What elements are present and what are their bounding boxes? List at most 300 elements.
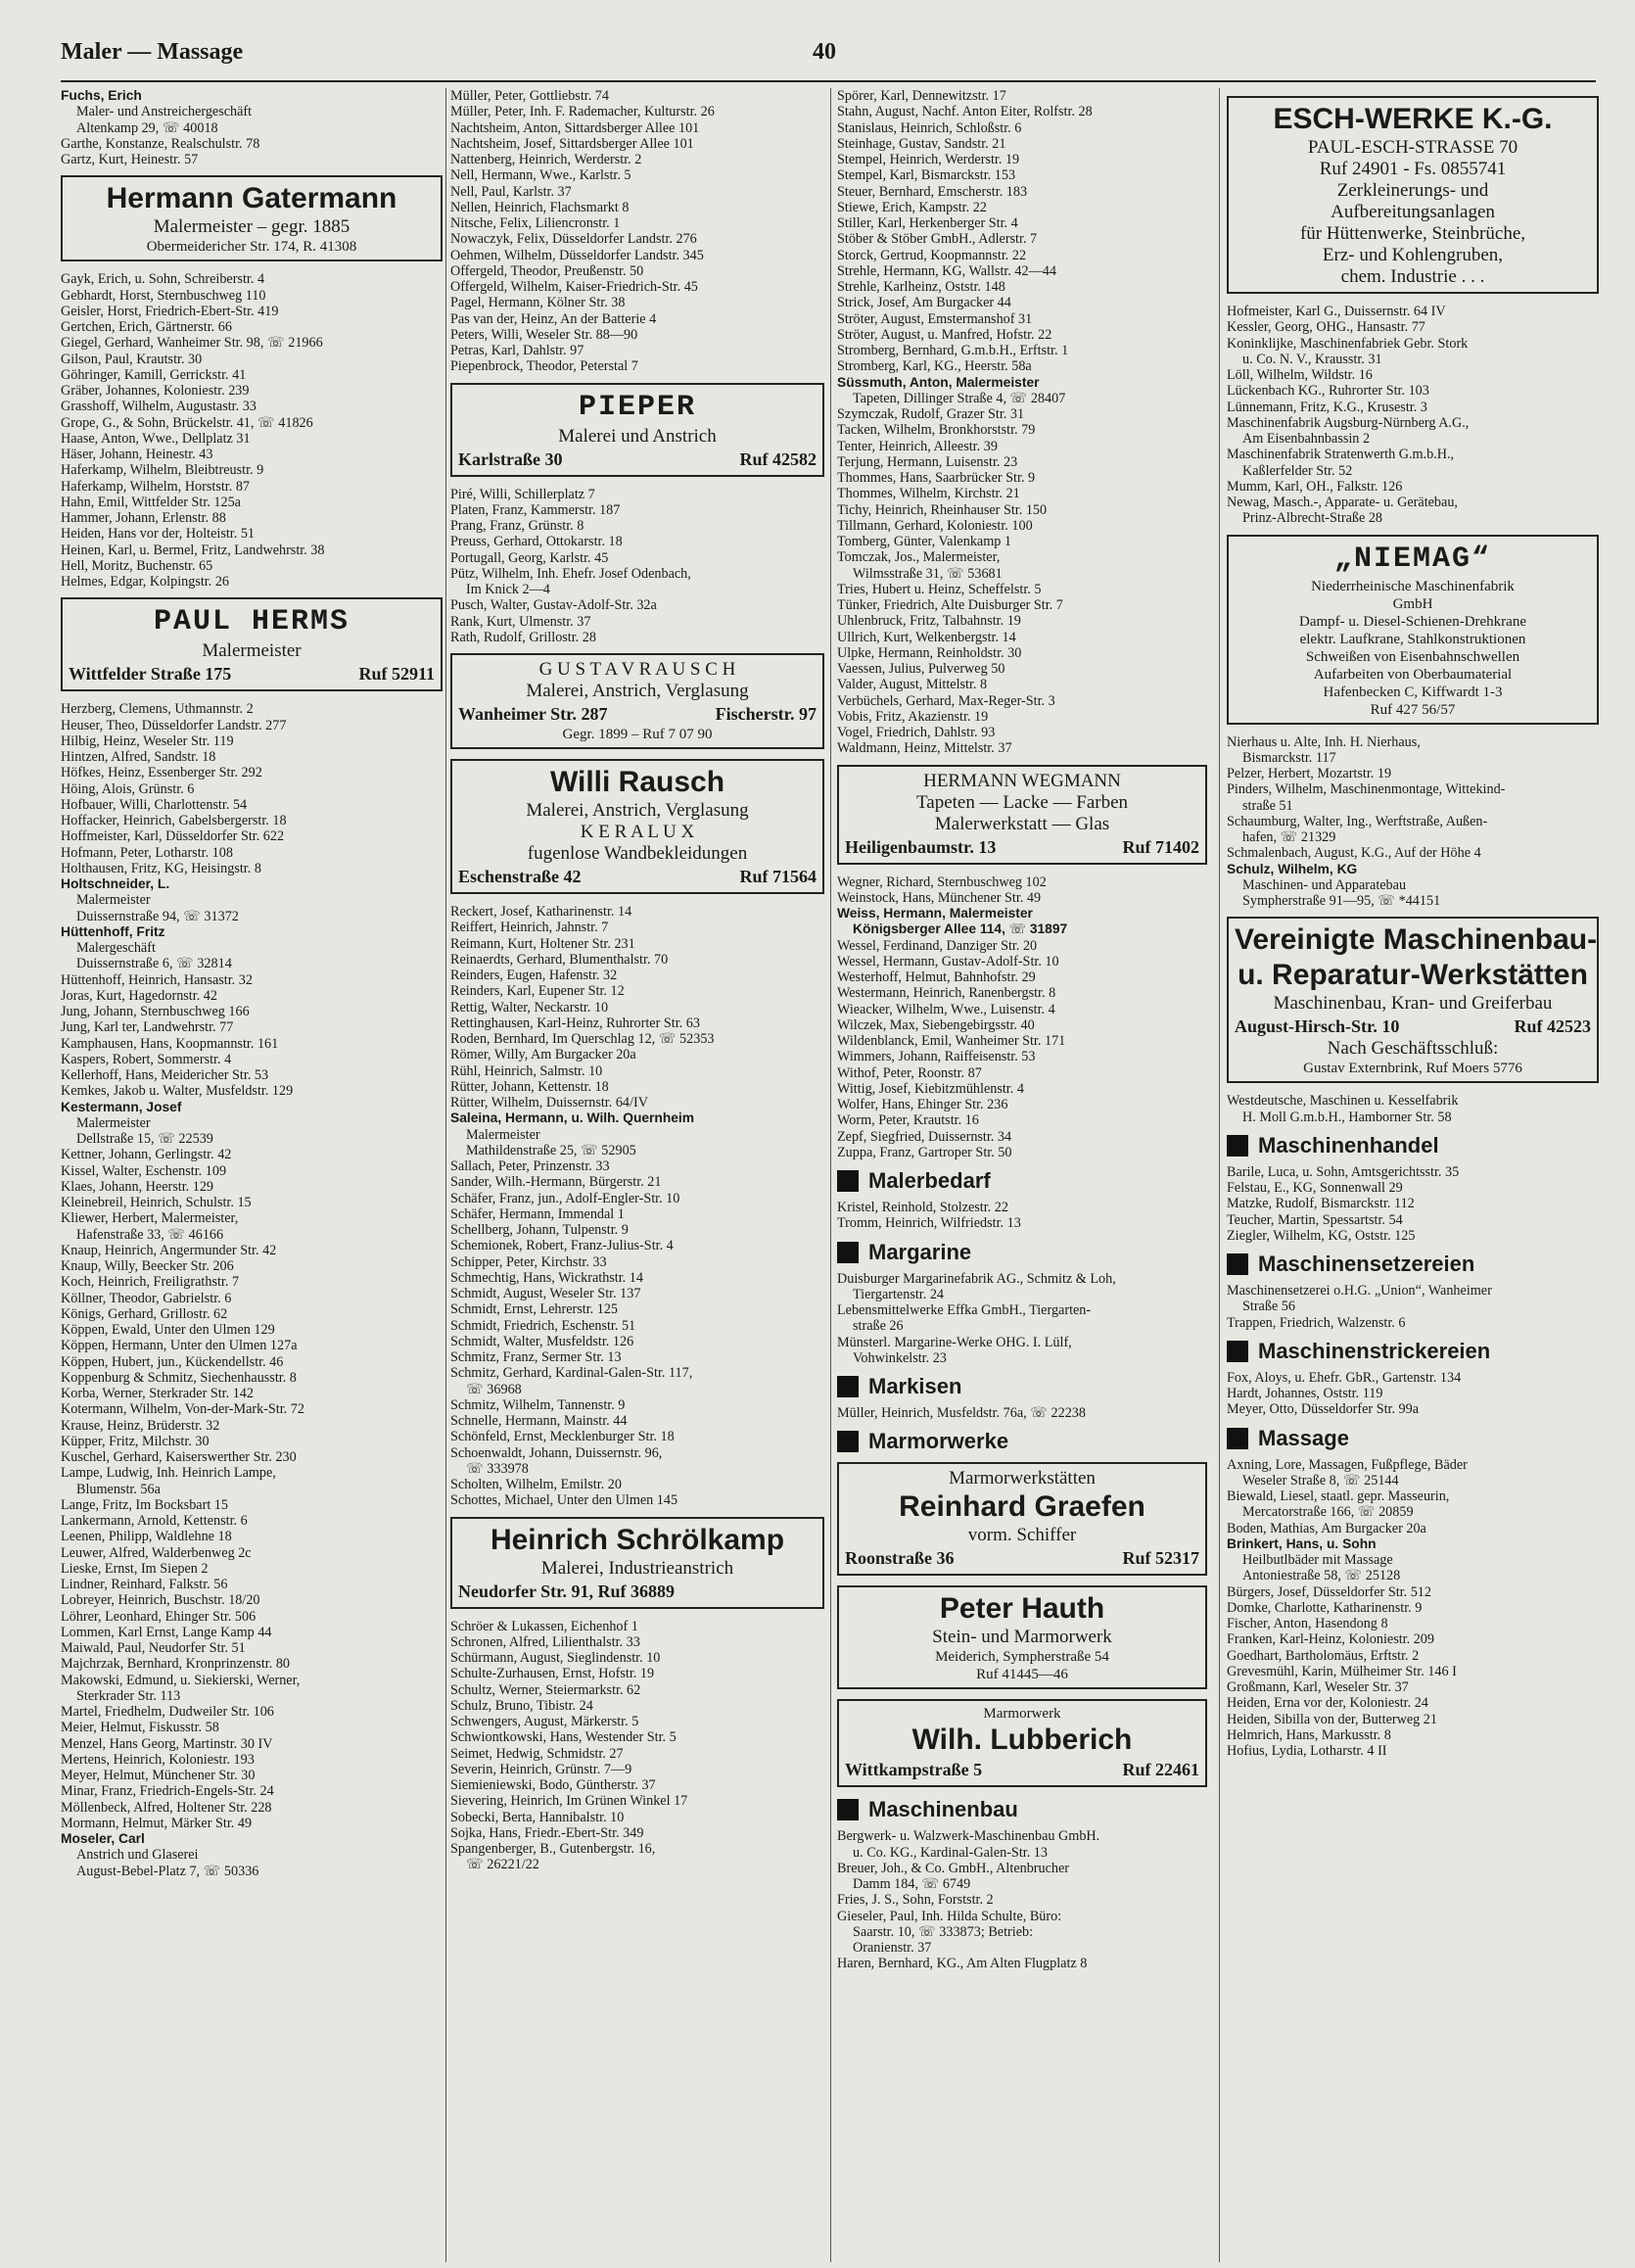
column-2 xyxy=(450,88,824,2262)
listing-line: Thommes, Wilhelm, Kirchstr. 21 xyxy=(837,486,1020,502)
ad-line: Malermeister xyxy=(202,640,302,662)
ad-line: Malerei, Anstrich, Verglasung xyxy=(526,800,749,821)
listing-line: H. Moll G.m.b.H., Hamborner Str. 58 xyxy=(1242,1109,1452,1125)
listing-line: Kettner, Johann, Gerlingstr. 42 xyxy=(61,1147,232,1163)
listing-line: Schönfeld, Ernst, Mecklenburger Str. 18 xyxy=(450,1429,675,1445)
listing-line: Köppen, Hubert, jun., Kückendellstr. 46 xyxy=(61,1353,284,1370)
listing-line: Leenen, Philipp, Waldlehne 18 xyxy=(61,1529,232,1545)
listing-line: Haferkamp, Wilhelm, Bleibtreustr. 9 xyxy=(61,462,264,479)
listing-line: Siemieniewski, Bodo, Güntherstr. 37 xyxy=(450,1777,656,1793)
listing-line: Heilbutlbäder mit Massage xyxy=(1242,1552,1393,1568)
listing-line: Helmrich, Hans, Markusstr. 8 xyxy=(1227,1726,1391,1743)
listing-line: Severin, Heinrich, Grünstr. 7—9 xyxy=(450,1761,632,1777)
listing-line: Jung, Johann, Sternbuschweg 166 xyxy=(61,1004,250,1019)
ad-line: Maschinenbau, Kran- und Greiferbau xyxy=(1273,993,1553,1015)
listing-line: Roden, Bernhard, Im Querschlag 12, ☏ 52353 xyxy=(450,1031,715,1047)
listing-line: Tomberg, Günter, Valenkamp 1 xyxy=(837,534,1011,549)
listing-line: Lange, Fritz, Im Bocksbart 15 xyxy=(61,1496,228,1513)
listing-line: Wessel, Hermann, Gustav-Adolf-Str. 10 xyxy=(837,953,1059,969)
listing-line: Gieseler, Paul, Inh. Hilda Schulte, Büro: xyxy=(837,1908,1062,1924)
listing-line: Heinen, Karl, u. Bermel, Fritz, Landwehrstr. 38 xyxy=(61,542,325,558)
ad-address: August-Hirsch-Str. 10 xyxy=(1235,1016,1400,1037)
listing-line: Terjung, Hermann, Luisenstr. 23 xyxy=(837,453,1018,470)
listing-line: Stromberg, Bernhard, G.m.b.H., Erftstr. 1 xyxy=(837,343,1069,358)
ad-line: Malermeister – gegr. 1885 xyxy=(153,216,350,238)
square-bullet-icon xyxy=(837,1376,859,1397)
listing-line: Vogel, Friedrich, Dahlstr. 93 xyxy=(837,725,996,740)
ad-line: Tapeten — Lacke — Farben xyxy=(915,791,1129,813)
ad-line: Niederrheinische Maschinenfabrik xyxy=(1311,578,1515,594)
listing-line: Nell, Hermann, Wwe., Karlstr. 5 xyxy=(450,167,631,184)
ad-line: PAUL HERMS xyxy=(153,605,350,639)
listing-line: Peters, Willi, Weseler Str. 88—90 xyxy=(450,326,638,343)
listing-line: Gräber, Johannes, Koloniestr. 239 xyxy=(61,383,250,399)
listing-line: Tapeten, Dillinger Straße 4, ☏ 28407 xyxy=(853,390,1066,406)
listing-line: Schmidt, August, Weseler Str. 137 xyxy=(450,1286,641,1301)
listing-line: Pinders, Wilhelm, Maschinenmontage, Wittekind- xyxy=(1227,781,1506,798)
ad-line: Obermeidericher Str. 174, R. 41308 xyxy=(146,239,357,256)
listing-line: Steinhage, Gustav, Sandstr. 21 xyxy=(837,135,1006,152)
listing-line: Tacken, Wilhelm, Bronkhorststr. 79 xyxy=(837,422,1036,439)
advertisement-box-niemag xyxy=(1227,535,1599,725)
ad-address-row xyxy=(458,1580,817,1603)
listing-line: Haren, Bernhard, KG., Am Alten Flugplatz 8 xyxy=(837,1956,1088,1972)
ad-phone: Ruf 22461 xyxy=(1122,1760,1199,1780)
ad-line: Malerei und Anstrich xyxy=(558,425,717,447)
listing-line: Lückenbach KG., Ruhrorter Str. 103 xyxy=(1227,383,1429,400)
listing-line: Vohwinkelstr. 23 xyxy=(853,1349,947,1366)
ad-line: Heinrich Schrölkamp xyxy=(490,1523,785,1556)
listing-line: Tichy, Heinrich, Rheinhauser Str. 150 xyxy=(837,501,1048,518)
listing-line: Blumenstr. 56a xyxy=(76,1481,161,1497)
listing-line: Ullrich, Kurt, Welkenbergstr. 14 xyxy=(837,629,1016,645)
listing-line: Weseler Straße 8, ☏ 25144 xyxy=(1242,1472,1399,1488)
listing-line: Ulpke, Hermann, Reinholdstr. 30 xyxy=(837,644,1022,661)
listing-line: Koppenburg & Schmitz, Siechenhausstr. 8 xyxy=(61,1369,297,1386)
listing-line: Schnelle, Hermann, Mainstr. 44 xyxy=(450,1413,628,1429)
advertisement-box-rausch_w xyxy=(450,759,824,894)
ad-line: G U S T A V R A U S C H xyxy=(538,659,736,680)
listing-line: Schulte-Zurhausen, Ernst, Hofstr. 19 xyxy=(450,1666,655,1682)
listing-line: Seimet, Hedwig, Schmidstr. 27 xyxy=(450,1745,624,1762)
listing-name: Königsberger Allee 114, ☏ 31897 xyxy=(853,921,1068,937)
listing-name: Weiss, Hermann, Malermeister xyxy=(837,906,1033,921)
listing-line: Domke, Charlotte, Katharinenstr. 9 xyxy=(1227,1599,1423,1616)
listing-line: Schmechtig, Hans, Wickrathstr. 14 xyxy=(450,1269,643,1286)
listing-line: Göhringer, Kamill, Gerrickstr. 41 xyxy=(61,366,247,383)
listing-line: Gebhardt, Horst, Sternbuschweg 110 xyxy=(61,287,266,304)
listing-line: Reiffert, Heinrich, Jahnstr. 7 xyxy=(450,920,609,936)
listing-line: Vobis, Fritz, Akazienstr. 19 xyxy=(837,708,989,725)
listing-line: Wolfer, Hans, Ehinger Str. 236 xyxy=(837,1097,1008,1112)
listing-line: Reimann, Kurt, Holtener Str. 231 xyxy=(450,935,635,952)
listing-line: Stöber & Stöber GmbH., Adlerstr. 7 xyxy=(837,231,1038,248)
listing-line: Maschinensetzerei o.H.G. „Union“, Wanheimer xyxy=(1227,1283,1492,1299)
listing-line: Knaup, Heinrich, Angermunder Str. 42 xyxy=(61,1242,277,1258)
listing-line: Waldmann, Heinz, Mittelstr. 37 xyxy=(837,740,1012,757)
ad-line: Aufbereitungsanlagen xyxy=(1331,202,1495,222)
listing-line: Lankermann, Arnold, Kettenstr. 6 xyxy=(61,1513,248,1529)
listing-name: Saleina, Hermann, u. Wilh. Quernheim xyxy=(450,1110,695,1126)
listing-line: Preuss, Gerhard, Ottokarstr. 18 xyxy=(450,534,623,550)
column-4 xyxy=(1227,88,1599,2262)
listing-line: August-Bebel-Platz 7, ☏ 50336 xyxy=(76,1863,259,1879)
listing-line: ☏ 36968 xyxy=(466,1381,522,1397)
listing-line: Köppen, Hermann, Unter den Ulmen 127a xyxy=(61,1338,298,1354)
listing-line: straße 26 xyxy=(853,1318,904,1335)
listing-line: Heiden, Hans vor der, Holteistr. 51 xyxy=(61,526,256,543)
listing-line: Maiwald, Paul, Neudorfer Str. 51 xyxy=(61,1640,246,1656)
listing-line: Westerhoff, Helmut, Bahnhofstr. 29 xyxy=(837,969,1036,985)
listing-line: Leuwer, Alfred, Walderbenweg 2c xyxy=(61,1544,252,1561)
ad-line: Peter Hauth xyxy=(939,1592,1105,1626)
listing-line: Hahn, Emil, Wittfelder Str. 125a xyxy=(61,494,241,510)
category-heading xyxy=(837,1374,1207,1399)
category-heading xyxy=(837,1797,1207,1822)
listing-line: Zepf, Siegfried, Duissernstr. 34 xyxy=(837,1128,1012,1145)
listing-line: Wilmsstraße 31, ☏ 53681 xyxy=(853,565,1003,582)
listing-line: Antoniestraße 58, ☏ 25128 xyxy=(1242,1568,1401,1584)
listing-line: Nachtsheim, Josef, Sittardsberger Allee 101 xyxy=(450,135,694,152)
listing-line: Uhlenbruck, Fritz, Talbahnstr. 19 xyxy=(837,613,1021,630)
ad-line: Stein- und Marmorwerk xyxy=(932,1627,1112,1648)
listing-line: Schmitz, Gerhard, Kardinal-Galen-Str. 117, xyxy=(450,1365,693,1382)
listing-line: Kamphausen, Hans, Koopmannstr. 161 xyxy=(61,1035,279,1052)
listing-line: Piré, Willi, Schillerplatz 7 xyxy=(450,486,595,502)
listing-line: Rütter, Wilhelm, Duissernstr. 64/IV xyxy=(450,1095,648,1110)
listing-line: Hofmann, Peter, Lotharstr. 108 xyxy=(61,844,233,861)
ad-address: Neudorfer Str. 91, Ruf 36889 xyxy=(458,1581,675,1601)
listing-line: Hilbig, Heinz, Weseler Str. 119 xyxy=(61,732,234,749)
ad-address-row xyxy=(69,662,435,685)
listing-line: Sievering, Heinrich, Im Grünen Winkel 17 xyxy=(450,1793,688,1810)
category-heading xyxy=(837,1240,1207,1265)
listing-line: Kotermann, Wilhelm, Von-der-Mark-Str. 72 xyxy=(61,1401,304,1418)
listing-line: Nitsche, Felix, Liliencronstr. 1 xyxy=(450,215,621,231)
category-title: Markisen xyxy=(868,1374,962,1398)
listing-line: Höfkes, Heinz, Essenberger Str. 292 xyxy=(61,765,262,781)
listing-line: Kristel, Reinhold, Stolzestr. 22 xyxy=(837,1200,1008,1215)
listing-line: Kleinebreil, Heinrich, Schulstr. 15 xyxy=(61,1195,252,1210)
listing-line: Nattenberg, Heinrich, Werderstr. 2 xyxy=(450,152,642,167)
listing-line: Anstrich und Glaserei xyxy=(76,1847,199,1864)
ad-line: Vereinigte Maschinenbau- xyxy=(1235,923,1598,957)
listing-line: Pas van der, Heinz, An der Batterie 4 xyxy=(450,310,657,327)
listing-line: Strick, Josef, Am Burgacker 44 xyxy=(837,295,1011,311)
listing-line: Stanislaus, Heinrich, Schloßstr. 6 xyxy=(837,119,1022,136)
listing-line: Hafenstraße 33, ☏ 46166 xyxy=(76,1226,224,1243)
ad-line: Zerkleinerungs- und xyxy=(1336,180,1489,201)
listing-line: Reckert, Josef, Katharinenstr. 14 xyxy=(450,904,632,920)
listing-line: Reinders, Karl, Eupener Str. 12 xyxy=(450,983,625,1000)
listing-line: Haase, Anton, Wwe., Dellplatz 31 xyxy=(61,430,251,447)
listing-line: Schottes, Michael, Unter den Ulmen 145 xyxy=(450,1492,678,1509)
listing-line: Grasshoff, Wilhelm, Augustastr. 33 xyxy=(61,399,257,415)
listing-line: Valder, August, Mittelstr. 8 xyxy=(837,677,988,693)
listing-line: Strehle, Karlheinz, Oststr. 148 xyxy=(837,279,1005,295)
category-title: Massage xyxy=(1258,1425,1349,1450)
ad-line: PAUL-ESCH-STRASSE 70 xyxy=(1307,137,1518,158)
listing-line: Löll, Wilhelm, Wildstr. 16 xyxy=(1227,367,1373,383)
advertisement-box-lubberich xyxy=(837,1699,1207,1787)
listing-line: Höing, Alois, Grünstr. 6 xyxy=(61,780,195,797)
listing-line: Haferkamp, Wilhelm, Horststr. 87 xyxy=(61,478,251,495)
listing-line: Rütter, Johann, Kettenstr. 18 xyxy=(450,1078,609,1095)
listing-line: Schäfer, Hermann, Immendal 1 xyxy=(450,1205,625,1222)
listing-line: Grope, G., & Sohn, Brückelstr. 41, ☏ 41826 xyxy=(61,414,313,431)
listing-line: Duissernstraße 94, ☏ 31372 xyxy=(76,908,239,924)
listing-line: Schulz, Bruno, Tibistr. 24 xyxy=(450,1697,593,1714)
square-bullet-icon xyxy=(1227,1253,1248,1275)
listing-line: Mertens, Heinrich, Koloniestr. 193 xyxy=(61,1751,255,1768)
ad-phone: Ruf 71564 xyxy=(739,867,817,886)
listing-line: Strehle, Hermann, KG, Wallstr. 42—44 xyxy=(837,262,1056,279)
listing-line: Tenter, Heinrich, Alleestr. 39 xyxy=(837,438,998,454)
listing-line: Bürgers, Josef, Düsseldorfer Str. 512 xyxy=(1227,1583,1431,1600)
listing-line: Schwiontkowski, Hans, Westender Str. 5 xyxy=(450,1729,677,1746)
listing-line: Spangenberger, B., Gutenbergstr. 16, xyxy=(450,1841,656,1857)
listing-line: Mathildenstraße 25, ☏ 52905 xyxy=(466,1142,636,1158)
listing-line: Gilson, Paul, Krautstr. 30 xyxy=(61,351,203,367)
listing-line: Küpper, Fritz, Milchstr. 30 xyxy=(61,1433,210,1449)
listing-line: Malermeister xyxy=(76,1114,151,1131)
listing-line: Scholten, Wilhelm, Emilstr. 20 xyxy=(450,1477,622,1492)
advertisement-box-vereinigte xyxy=(1227,917,1599,1083)
column-divider xyxy=(830,88,831,2262)
ad-phone: Fischerstr. 97 xyxy=(715,704,817,724)
listing-line: u. Co. KG., Kardinal-Galen-Str. 13 xyxy=(853,1844,1048,1861)
listing-line: Schoenwaldt, Johann, Duissernstr. 96, xyxy=(450,1444,663,1461)
listing-line: Herzberg, Clemens, Uthmannstr. 2 xyxy=(61,701,254,718)
category-title: Maschinensetzereien xyxy=(1258,1252,1475,1276)
ad-line: Hermann Gatermann xyxy=(106,182,397,215)
category-title: Malerbedarf xyxy=(868,1168,991,1193)
listing-line: Altenkamp 29, ☏ 40018 xyxy=(76,119,218,136)
listing-line: Pusch, Walter, Gustav-Adolf-Str. 32a xyxy=(450,597,657,614)
listing-line: Holthausen, Fritz, KG, Heisingstr. 8 xyxy=(61,860,261,876)
listing-line: Reinaerdts, Gerhard, Blumenthalstr. 70 xyxy=(450,951,669,968)
header-rule xyxy=(61,80,1596,82)
listing-line: Mercatorstraße 166, ☏ 20859 xyxy=(1242,1504,1414,1521)
listing-line: Menzel, Hans Georg, Martinstr. 30 IV xyxy=(61,1735,273,1752)
listing-line: Müller, Peter, Gottliebstr. 74 xyxy=(450,88,609,104)
listing-line: Kaspers, Robert, Sommerstr. 4 xyxy=(61,1051,232,1067)
listing-line: Tünker, Friedrich, Alte Duisburger Str. 7 xyxy=(837,597,1063,613)
square-bullet-icon xyxy=(1227,1341,1248,1362)
listing-line: Kissel, Walter, Eschenstr. 109 xyxy=(61,1162,227,1179)
listing-line: Schmitz, Wilhelm, Tannenstr. 9 xyxy=(450,1396,626,1413)
listing-line: Möllenbeck, Alfred, Holtener Str. 228 xyxy=(61,1799,272,1816)
listing-line: Gertchen, Erich, Gärtnerstr. 66 xyxy=(61,319,232,335)
advertisement-box-wegmann xyxy=(837,765,1207,865)
listing-line: Petras, Karl, Dahlstr. 97 xyxy=(450,343,584,358)
listing-line: Worm, Peter, Krautstr. 16 xyxy=(837,1112,979,1129)
ad-line: vorm. Schiffer xyxy=(967,1525,1077,1546)
ad-phone: Ruf 71402 xyxy=(1122,836,1199,857)
page-header xyxy=(61,39,1596,69)
ad-line: Malerei, Industrieanstrich xyxy=(540,1557,734,1579)
listing-line: Sobecki, Berta, Hannibalstr. 10 xyxy=(450,1809,625,1825)
listing-line: Schmalenbach, August, K.G., Auf der Höhe 4 xyxy=(1227,845,1481,862)
listing-line: Maler- und Anstreichergeschäft xyxy=(76,104,253,120)
listing-line: Kuschel, Gerhard, Kaiserswerther Str. 230 xyxy=(61,1449,297,1465)
listing-line: Spörer, Karl, Dennewitzstr. 17 xyxy=(837,88,1006,104)
listing-line: Kliewer, Herbert, Malermeister, xyxy=(61,1210,239,1227)
ad-line: für Hüttenwerke, Steinbrüche, xyxy=(1299,223,1526,244)
listing-line: Malermeister xyxy=(76,892,151,909)
advertisement-box-esch xyxy=(1227,96,1599,294)
ad-line: fugenlose Wandbekleidungen xyxy=(527,843,748,864)
listing-line: Ziegler, Wilhelm, KG, Oststr. 125 xyxy=(1227,1227,1416,1244)
ad-line: HERMANN WEGMANN xyxy=(923,770,1121,791)
listing-line: Oehmen, Wilhelm, Düsseldorfer Landstr. 345 xyxy=(450,247,704,263)
listing-line: Schipper, Peter, Kirchstr. 33 xyxy=(450,1253,607,1270)
listing-line: Bismarckstr. 117 xyxy=(1242,749,1336,766)
listing-line: Hüttenhoff, Heinrich, Hansastr. 32 xyxy=(61,971,253,988)
listing-line: Breuer, Joh., & Co. GmbH., Altenbrucher xyxy=(837,1860,1070,1876)
listing-line: Korba, Werner, Sterkrader Str. 142 xyxy=(61,1386,254,1401)
ad-address: Wanheimer Str. 287 xyxy=(458,704,608,724)
ad-phone: Ruf 42523 xyxy=(1514,1016,1591,1037)
listing-line: Sojka, Hans, Friedr.-Ebert-Str. 349 xyxy=(450,1824,644,1841)
ad-line: Willi Rausch xyxy=(549,766,725,798)
listing-line: u. Co. N. V., Krausstr. 31 xyxy=(1242,351,1382,367)
listing-line: Piepenbrock, Theodor, Peterstal 7 xyxy=(450,358,638,375)
listing-line: Schmitz, Franz, Sermer Str. 13 xyxy=(450,1349,622,1365)
listing-line: Malermeister xyxy=(466,1126,540,1143)
listing-line: Wittig, Josef, Kiebitzmühlenstr. 4 xyxy=(837,1080,1024,1097)
listing-line: Offergeld, Wilhelm, Kaiser-Friedrich-Str. 45 xyxy=(450,279,698,295)
listing-line: Lobreyer, Heinrich, Buschstr. 18/20 xyxy=(61,1592,260,1609)
listing-line: Heiden, Sibilla von der, Butterweg 21 xyxy=(1227,1711,1437,1727)
listing-name: Holtschneider, L. xyxy=(61,876,170,891)
listing-line: Köllner, Theodor, Gabrielstr. 6 xyxy=(61,1290,232,1306)
listing-line: Rettinghausen, Karl-Heinz, Ruhrorter Str. 63 xyxy=(450,1015,700,1031)
listing-line: Tomczak, Jos., Malermeister, xyxy=(837,549,1001,566)
category-heading xyxy=(1227,1252,1599,1277)
listing-line: Lommen, Karl Ernst, Lange Kamp 44 xyxy=(61,1624,272,1640)
listing-line: Stahn, August, Nachf. Anton Eiter, Rolfstr. 28 xyxy=(837,104,1093,120)
listing-name: Hüttenhoff, Fritz xyxy=(61,923,165,939)
listing-line: Schemionek, Robert, Franz-Julius-Str. 4 xyxy=(450,1238,674,1254)
ad-line: Gegr. 1899 – Ruf 7 07 90 xyxy=(562,727,713,742)
listing-name: Süssmuth, Anton, Malermeister xyxy=(837,374,1040,390)
category-heading xyxy=(837,1429,1207,1454)
square-bullet-icon xyxy=(1227,1428,1248,1449)
ad-line: Marmorwerk xyxy=(983,1706,1061,1723)
listing-line: Pütz, Wilhelm, Inh. Ehefr. Josef Odenbach, xyxy=(450,565,691,582)
listing-line: Maschinenfabrik Stratenwerth G.m.b.H., xyxy=(1227,447,1455,463)
ad-line: Schweißen von Eisenbahnschwellen xyxy=(1305,648,1520,665)
ad-line: Reinhard Graefen xyxy=(899,1490,1145,1524)
ad-line: Aufarbeiten von Oberbaumaterial xyxy=(1313,666,1513,683)
listing-line: Fischer, Anton, Hasendong 8 xyxy=(1227,1616,1388,1631)
advertisement-box-hauth xyxy=(837,1585,1207,1689)
listing-line: Rank, Kurt, Ulmenstr. 37 xyxy=(450,613,591,630)
listing-line: Schaumburg, Walter, Ing., Werftstraße, Außen- xyxy=(1227,813,1488,829)
listing-line: Großmann, Karl, Weseler Str. 37 xyxy=(1227,1679,1409,1695)
listing-line: Tillmann, Gerhard, Koloniestr. 100 xyxy=(837,517,1033,534)
listing-line: Garthe, Konstanze, Realschulstr. 78 xyxy=(61,135,260,152)
advertisement-box-rausch_g xyxy=(450,653,824,749)
listing-line: Stempel, Heinrich, Werderstr. 19 xyxy=(837,152,1020,167)
listing-line: Hoffacker, Heinrich, Gabelsbergerstr. 18 xyxy=(61,813,287,828)
ad-address: Heiligenbaumstr. 13 xyxy=(845,836,997,857)
ad-address: Eschenstraße 42 xyxy=(458,867,582,886)
ad-line: Marmorwerkstätten xyxy=(949,1468,1096,1489)
ad-address-row xyxy=(845,1758,1199,1781)
listing-line: Damm 184, ☏ 6749 xyxy=(853,1876,971,1892)
square-bullet-icon xyxy=(1227,1135,1248,1157)
listing-line: Krause, Heinz, Brüderstr. 32 xyxy=(61,1417,220,1434)
listing-line: Biewald, Liesel, staatl. gepr. Masseurin, xyxy=(1227,1488,1450,1504)
listing-line: Gartz, Kurt, Heinestr. 57 xyxy=(61,152,199,167)
listing-line: Müller, Peter, Inh. F. Rademacher, Kulturstr. 26 xyxy=(450,104,715,120)
listing-line: Im Knick 2—4 xyxy=(466,582,550,597)
listing-name: Schulz, Wilhelm, KG xyxy=(1227,861,1358,876)
ad-line: Hafenbecken C, Kiffwardt 1-3 xyxy=(1323,684,1503,700)
listing-line: Joras, Kurt, Hagedornstr. 42 xyxy=(61,987,217,1004)
ad-line: K E R A L U X xyxy=(580,822,695,842)
listing-line: ☏ 26221/22 xyxy=(466,1857,539,1873)
advertisement-box-graefen xyxy=(837,1462,1207,1576)
listing-line: Szymczak, Rudolf, Grazer Str. 31 xyxy=(837,406,1025,422)
listing-line: Thommes, Hans, Saarbrücker Str. 9 xyxy=(837,470,1036,486)
listing-line: Ströter, August, u. Manfred, Hofstr. 22 xyxy=(837,326,1052,343)
listing-line: Schellberg, Johann, Tulpenstr. 9 xyxy=(450,1222,629,1238)
listing-line: Prang, Franz, Grünstr. 8 xyxy=(450,518,584,534)
listing-line: Kellerhoff, Hans, Meidericher Str. 53 xyxy=(61,1067,269,1083)
listing-line: Majchrzak, Bernhard, Kronprinzenstr. 80 xyxy=(61,1656,291,1673)
listing-line: Hammer, Johann, Erlenstr. 88 xyxy=(61,510,226,526)
listing-line: Schronen, Alfred, Lilienthalstr. 33 xyxy=(450,1633,640,1650)
ad-address-row xyxy=(458,865,817,888)
listing-line: Goedhart, Bartholomäus, Erftstr. 2 xyxy=(1227,1647,1420,1664)
listing-name: Fuchs, Erich xyxy=(61,88,142,103)
listing-line: Wegner, Richard, Sternbuschweg 102 xyxy=(837,874,1047,890)
column-1 xyxy=(61,88,443,2262)
listing-line: Reinders, Eugen, Hafenstr. 32 xyxy=(450,968,618,983)
category-heading xyxy=(837,1168,1207,1194)
listing-line: Mormann, Helmut, Märker Str. 49 xyxy=(61,1815,253,1831)
listing-line: Heiden, Erna vor der, Koloniestr. 24 xyxy=(1227,1695,1428,1712)
column-divider xyxy=(445,88,446,2262)
listing-line: Römer, Willy, Am Burgacker 20a xyxy=(450,1047,636,1063)
listing-line: Hintzen, Alfred, Sandstr. 18 xyxy=(61,749,216,765)
listing-line: hafen, ☏ 21329 xyxy=(1242,829,1336,845)
listing-line: Maschinen- und Apparatebau xyxy=(1242,876,1407,893)
ad-address: Roonstraße 36 xyxy=(845,1548,955,1569)
square-bullet-icon xyxy=(837,1431,859,1452)
listing-line: Offergeld, Theodor, Preußenstr. 50 xyxy=(450,262,644,279)
ad-address: Wittkampstraße 5 xyxy=(845,1760,983,1780)
ad-address-row xyxy=(845,1546,1199,1570)
listing-line: Tiergartenstr. 24 xyxy=(853,1286,945,1302)
listing-line: Hofbauer, Willi, Charlottenstr. 54 xyxy=(61,796,248,813)
listing-line: Schmidt, Ernst, Lehrerstr. 125 xyxy=(450,1301,619,1318)
ad-line: Dampf- u. Diesel-Schienen-Drehkrane xyxy=(1299,613,1526,630)
category-title: Maschinenstrickereien xyxy=(1258,1338,1491,1363)
listing-line: Geisler, Horst, Friedrich-Ebert-Str. 419 xyxy=(61,303,279,319)
category-title: Margarine xyxy=(868,1239,972,1264)
listing-line: Meyer, Helmut, Münchener Str. 30 xyxy=(61,1768,256,1783)
listing-line: Westdeutsche, Maschinen u. Kesselfabrik xyxy=(1227,1093,1459,1110)
listing-line: Fox, Aloys, u. Ehefr. GbR., Gartenstr. 134 xyxy=(1227,1369,1462,1386)
ad-line: Gustav Externbrink, Ruf Moers 5776 xyxy=(1303,1061,1522,1077)
listing-line: Portugall, Georg, Karlstr. 45 xyxy=(450,549,609,566)
listing-line: Zuppa, Franz, Gartroper Str. 50 xyxy=(837,1144,1012,1160)
square-bullet-icon xyxy=(837,1799,859,1820)
